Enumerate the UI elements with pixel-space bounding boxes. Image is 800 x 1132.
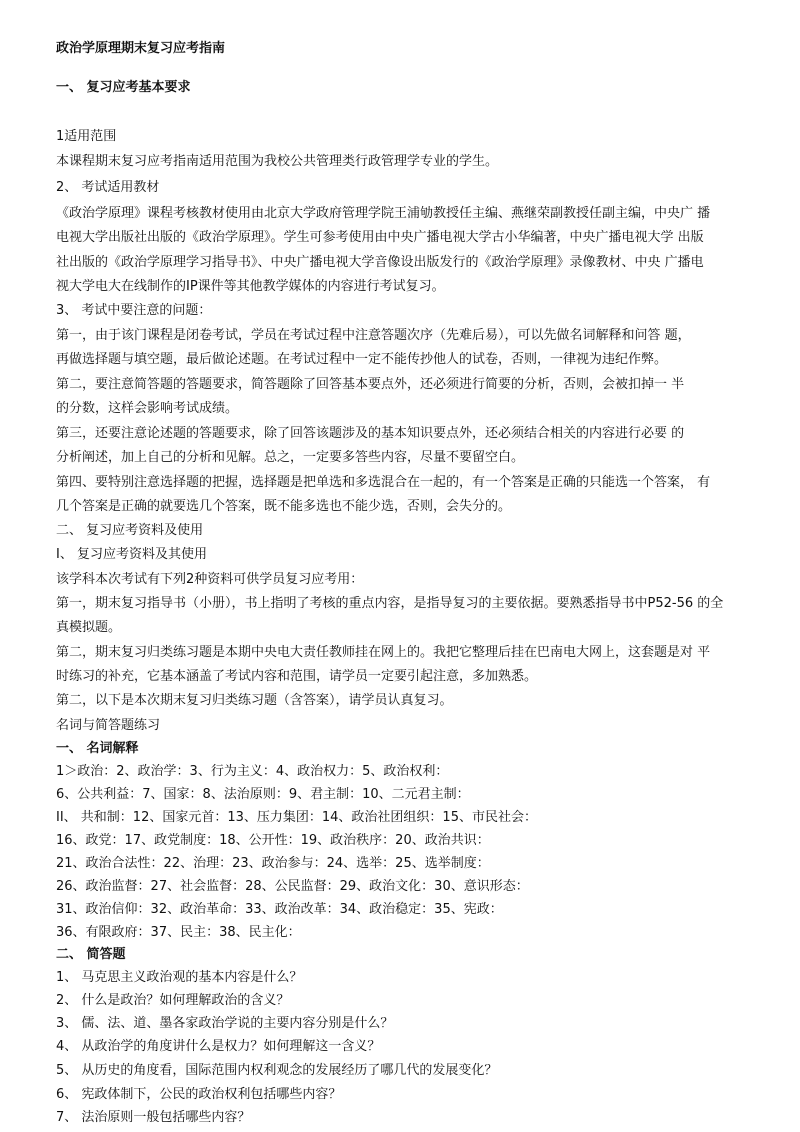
text-line: 二、 复习应考资料及使用 (56, 523, 204, 538)
text-line: 视大学电大在线制作的IP课件等其他教学媒体的内容进行考试复习。 (56, 279, 445, 294)
text-line: 3、 考试中要注意的问题： (56, 303, 212, 318)
text-line: 电视大学出版社出版的《政治学原理》。学生可参考使用由中央广播电视大学古小华编著，中央广播电视大学 出版 (56, 230, 704, 245)
text-line: 3、 儒、法、道、墨各家政治学说的主要内容分别是什么？ (56, 1016, 394, 1031)
text-line: 分析阐述，加上自己的分析和见解。总之，一定要多答些内容，尽量不要留空白。 (56, 450, 525, 465)
text-line: 第四、要特别注意选择题的把握，选择题是把单选和多选混合在一起的，有一个答案是正确的只能选一个答案， 有 (56, 475, 711, 490)
text-line: 第一，期末复习指导书（小册），书上指明了考核的重点内容，是指导复习的主要依据。要熟悉指导书中P52-56 的全 (56, 596, 724, 611)
text-line: 几个答案是正确的就要选几个答案，既不能多选也不能少选，否则，会失分的。 (56, 499, 512, 514)
text-line: 31、政治信仰：32、政治革命：33、政治改革：34、政治稳定：35、宪政： (56, 902, 503, 917)
text-line: 1、 马克思主义政治观的基本内容是什么？ (56, 970, 303, 985)
section-heading: 二、 简答题 (56, 947, 126, 962)
text-line: 1适用范围 (56, 129, 117, 144)
text-line: 该学科本次考试有下列2种资料可供学员复习应考用： (56, 572, 364, 587)
text-line: 名词与简答题练习 (56, 718, 161, 733)
text-line: 2、 考试适用教材 (56, 180, 160, 195)
text-line: 本课程期末复习应考指南适用范围为我校公共管理类行政管理学专业的学生。 (56, 154, 499, 169)
text-line: 的分数，这样会影响考试成绩。 (56, 401, 239, 416)
text-line: 4、 从政治学的角度讲什么是权力？如何理解这一含义？ (56, 1039, 381, 1054)
text-line: 时练习的补充，它基本涵盖了考试内容和范围，请学员一定要引起注意，多加熟悉。 (56, 669, 538, 684)
text-line: 1＞政治：2、政治学：3、行为主义：4、政治权力：5、政治权利： (56, 764, 449, 779)
text-line: 21、政治合法性：22、治理：23、政治参与：24、选举：25、选举制度： (56, 856, 490, 871)
text-line: 社出版的《政治学原理学习指导书》、中央广播电视大学音像设出版发行的《政治学原理》录像教材、中央 广播电 (56, 255, 704, 270)
text-line: 第二，要注意简答题的答题要求，简答题除了回答基本要点外，还必须进行简要的分析，否则，会被扣掉一 半 (56, 377, 685, 392)
text-line: 36、有限政府：37、民主：38、民主化： (56, 925, 301, 940)
text-line: 6、 宪政体制下，公民的政治权利包括哪些内容？ (56, 1087, 342, 1102)
text-line: 2、 什么是政治？如何理解政治的含义？ (56, 993, 290, 1008)
text-line: 第二，期末复习归类练习题是本期中央电大责任教师挂在网上的。我把它整理后挂在巴南电大网上，这套题是对 平 (56, 645, 711, 660)
text-line: 第一，由于该门课程是闭卷考试，学员在考试过程中注意答题次序（先难后易），可以先做名词解释和问答 题， (56, 328, 691, 343)
section-heading: 一、 复习应考基本要求 (56, 80, 191, 95)
text-line: 26、政治监督：27、社会监督：28、公民监督：29、政治文化：30、意识形态： (56, 879, 529, 894)
text-line: 第三，还要注意论述题的答题要求，除了回答该题涉及的基本知识要点外，还必须结合相关的内容进行必要 的 (56, 426, 685, 441)
section-heading: 一、 名词解释 (56, 741, 139, 756)
text-line: II、 共和制：12、国家元首：13、压力集团：14、政治社团组织：15、市民社会： (56, 810, 537, 825)
text-line: 再做选择题与填空题，最后做论述题。在考试过程中一定不能传抄他人的试卷，否则，一律视为违纪作弊。 (56, 352, 668, 367)
page-title: 政治学原理期末复习应考指南 (56, 41, 226, 56)
text-line: 第二，以下是本次期末复习归类练习题（含答案），请学员认真复习。 (56, 693, 453, 708)
text-line: 真模拟题。 (56, 620, 122, 635)
text-line: 16、政党：17、政党制度：18、公开性：19、政治秩序：20、政治共识： (56, 833, 490, 848)
text-line: 6、公共利益：7、国家：8、法治原则：9、君主制：10、二元君主制： (56, 787, 470, 802)
text-line: I、 复习应考资料及其使用 (56, 547, 207, 562)
text-line: 5、 从历史的角度看，国际范围内权利观念的发展经历了哪几代的发展变化？ (56, 1063, 498, 1078)
text-line: 《政治学原理》课程考核教材使用由北京大学政府管理学院王浦劬教授任主编、燕继荣副教授任副主编，中央广 播 (56, 206, 711, 221)
text-line: 7、 法治原则一般包括哪些内容？ (56, 1110, 251, 1125)
